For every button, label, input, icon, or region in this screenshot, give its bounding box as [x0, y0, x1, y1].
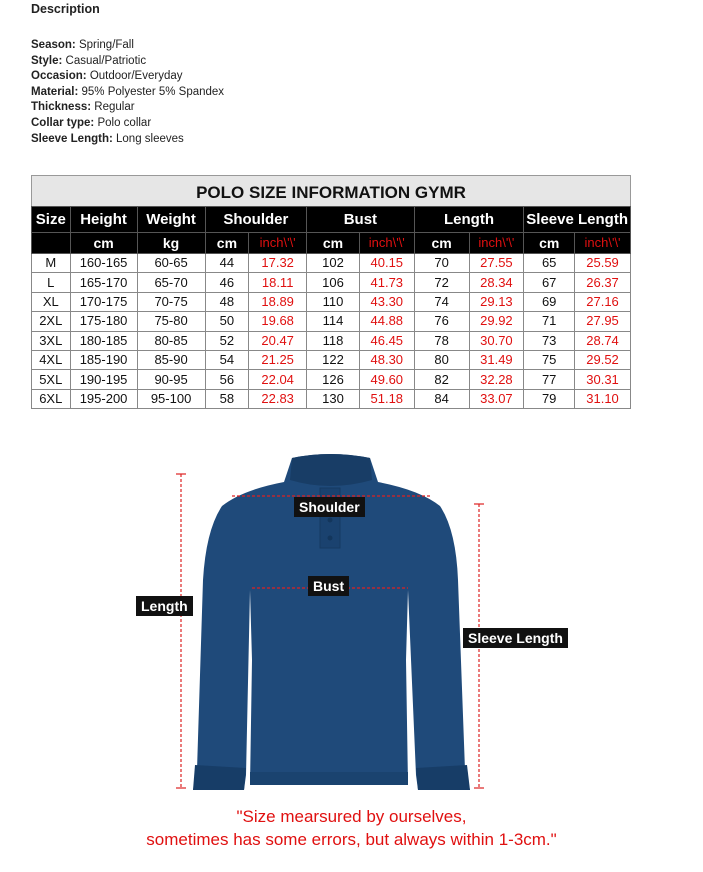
unit-cell: inch\'\' — [249, 233, 307, 254]
table-cell: 72 — [414, 273, 469, 292]
table-cell: 22.83 — [249, 389, 307, 408]
table-cell: 4XL — [32, 350, 71, 369]
table-cell: 17.32 — [249, 254, 307, 273]
right-cuff — [416, 765, 470, 790]
table-cell: 26.37 — [575, 273, 631, 292]
table-cell: 106 — [307, 273, 360, 292]
table-cell: 48 — [205, 292, 249, 311]
measurement-diagram — [0, 440, 703, 800]
table-cell: 49.60 — [359, 370, 414, 389]
table-cell: 80 — [414, 350, 469, 369]
spec-value: Polo collar — [97, 116, 152, 129]
spec-row — [31, 100, 224, 116]
column-header: Length — [414, 207, 524, 233]
table-cell: 5XL — [32, 370, 71, 389]
table-cell: 75 — [524, 350, 575, 369]
table-cell: 65 — [524, 254, 575, 273]
table-cell: 25.59 — [575, 254, 631, 273]
table-cell: L — [32, 273, 71, 292]
table-cell: 82 — [414, 370, 469, 389]
table-cell: 27.55 — [469, 254, 524, 273]
table-cell: 44.88 — [359, 312, 414, 331]
table-cell: 75-80 — [137, 312, 205, 331]
table-cell: 44 — [205, 254, 249, 273]
size-chart — [31, 175, 631, 409]
table-cell: 41.73 — [359, 273, 414, 292]
spec-list — [31, 38, 224, 147]
table-cell: 52 — [205, 331, 249, 350]
table-cell: 71 — [524, 312, 575, 331]
measurement-note-line-2: sometimes has some errors, but always within 1-3cm." — [146, 830, 557, 849]
left-cuff — [193, 765, 246, 790]
table-cell: 6XL — [32, 389, 71, 408]
measurement-note-line-1: "Size mearsured by ourselves, — [236, 807, 467, 826]
table-cell: 73 — [524, 331, 575, 350]
table-cell: 28.74 — [575, 331, 631, 350]
spec-row — [31, 132, 224, 148]
table-cell: 102 — [307, 254, 360, 273]
size-chart-title: POLO SIZE INFORMATION GYMR — [31, 175, 631, 206]
table-cell: 69 — [524, 292, 575, 311]
table-cell: 190-195 — [70, 370, 137, 389]
table-cell: 84 — [414, 389, 469, 408]
table-cell: 77 — [524, 370, 575, 389]
table-cell: 31.49 — [469, 350, 524, 369]
table-row — [32, 312, 631, 331]
table-cell: 80-85 — [137, 331, 205, 350]
unit-cell: cm — [70, 233, 137, 254]
table-cell: 27.16 — [575, 292, 631, 311]
table-cell: 21.25 — [249, 350, 307, 369]
table-cell: 90-95 — [137, 370, 205, 389]
spec-value: Spring/Fall — [78, 39, 134, 51]
table-cell: 28.34 — [469, 273, 524, 292]
column-header: Bust — [307, 207, 415, 233]
table-cell: 70 — [414, 254, 469, 273]
table-cell: 126 — [307, 370, 360, 389]
table-cell: 18.89 — [249, 292, 307, 311]
table-cell: 43.30 — [359, 292, 414, 311]
unit-cell: inch\'\' — [469, 233, 524, 254]
table-cell: 65-70 — [137, 273, 205, 292]
table-cell: 50 — [205, 312, 249, 331]
column-header: Height — [70, 207, 137, 233]
size-table — [31, 206, 631, 409]
table-cell: 40.15 — [359, 254, 414, 273]
table-cell: 118 — [307, 331, 360, 350]
table-cell: 58 — [205, 389, 249, 408]
hem-band — [250, 772, 408, 785]
column-header: Weight — [137, 207, 205, 233]
table-cell: 165-170 — [70, 273, 137, 292]
unit-blank-cell — [32, 233, 71, 254]
unit-cell: cm — [205, 233, 249, 254]
unit-cell: cm — [414, 233, 469, 254]
shirt-illustration — [0, 440, 703, 800]
unit-cell: inch\'\' — [575, 233, 631, 254]
table-cell: 33.07 — [469, 389, 524, 408]
table-cell: 185-190 — [70, 350, 137, 369]
spec-key: Season: — [31, 39, 76, 51]
table-cell: 30.31 — [575, 370, 631, 389]
table-cell: 22.04 — [249, 370, 307, 389]
shoulder-label: Shoulder — [294, 497, 365, 517]
bust-label: Bust — [308, 576, 349, 596]
spec-key: Style: — [31, 54, 63, 67]
table-cell: 74 — [414, 292, 469, 311]
table-cell: 19.68 — [249, 312, 307, 331]
button-3 — [328, 536, 333, 541]
table-cell: M — [32, 254, 71, 273]
spec-value: 95% Polyester 5% Spandex — [81, 85, 225, 98]
table-cell: 31.10 — [575, 389, 631, 408]
spec-key: Material: — [31, 85, 79, 98]
description-heading: Description — [31, 2, 100, 16]
spec-key: Sleeve Length: — [31, 132, 113, 145]
table-row — [32, 254, 631, 273]
table-cell: 180-185 — [70, 331, 137, 350]
sleeve-length-label: Sleeve Length — [463, 628, 568, 648]
table-cell: 95-100 — [137, 389, 205, 408]
spec-key: Occasion: — [31, 70, 87, 83]
table-cell: XL — [32, 292, 71, 311]
header-row — [32, 207, 631, 233]
table-row — [32, 389, 631, 408]
spec-row — [31, 85, 224, 101]
table-cell: 2XL — [32, 312, 71, 331]
column-header: Shoulder — [205, 207, 307, 233]
unit-cell: cm — [307, 233, 360, 254]
spec-row — [31, 38, 224, 54]
table-row — [32, 292, 631, 311]
table-cell: 67 — [524, 273, 575, 292]
table-cell: 29.92 — [469, 312, 524, 331]
spec-value: Long sleeves — [116, 132, 184, 145]
table-cell: 3XL — [32, 331, 71, 350]
table-cell: 46.45 — [359, 331, 414, 350]
table-cell: 70-75 — [137, 292, 205, 311]
table-cell: 54 — [205, 350, 249, 369]
unit-cell: inch\'\' — [359, 233, 414, 254]
button-2 — [328, 518, 333, 523]
table-cell: 195-200 — [70, 389, 137, 408]
spec-value: Outdoor/Everyday — [89, 70, 183, 83]
table-cell: 78 — [414, 331, 469, 350]
spec-key: Collar type: — [31, 116, 95, 129]
table-cell: 20.47 — [249, 331, 307, 350]
spec-value: Casual/Patriotic — [65, 54, 147, 67]
table-cell: 175-180 — [70, 312, 137, 331]
unit-cell: cm — [524, 233, 575, 254]
shirt-collar — [290, 454, 372, 486]
table-cell: 27.95 — [575, 312, 631, 331]
table-cell: 85-90 — [137, 350, 205, 369]
table-cell: 32.28 — [469, 370, 524, 389]
spec-row — [31, 69, 224, 85]
table-row — [32, 350, 631, 369]
table-cell: 130 — [307, 389, 360, 408]
column-header: Size — [32, 207, 71, 233]
table-cell: 46 — [205, 273, 249, 292]
unit-row — [32, 233, 631, 254]
spec-row — [31, 116, 224, 132]
length-label: Length — [136, 596, 193, 616]
column-header: Sleeve Length — [524, 207, 631, 233]
table-row — [32, 370, 631, 389]
spec-value: Regular — [94, 101, 135, 114]
table-cell: 114 — [307, 312, 360, 331]
table-cell: 29.13 — [469, 292, 524, 311]
table-cell: 56 — [205, 370, 249, 389]
table-cell: 160-165 — [70, 254, 137, 273]
table-cell: 60-65 — [137, 254, 205, 273]
table-cell: 29.52 — [575, 350, 631, 369]
table-cell: 79 — [524, 389, 575, 408]
table-cell: 110 — [307, 292, 360, 311]
spec-row — [31, 54, 224, 70]
unit-cell: kg — [137, 233, 205, 254]
table-row — [32, 273, 631, 292]
table-cell: 30.70 — [469, 331, 524, 350]
table-cell: 51.18 — [359, 389, 414, 408]
table-cell: 48.30 — [359, 350, 414, 369]
table-cell: 76 — [414, 312, 469, 331]
spec-key: Thickness: — [31, 101, 92, 114]
table-cell: 122 — [307, 350, 360, 369]
table-cell: 170-175 — [70, 292, 137, 311]
table-cell: 18.11 — [249, 273, 307, 292]
table-row — [32, 331, 631, 350]
